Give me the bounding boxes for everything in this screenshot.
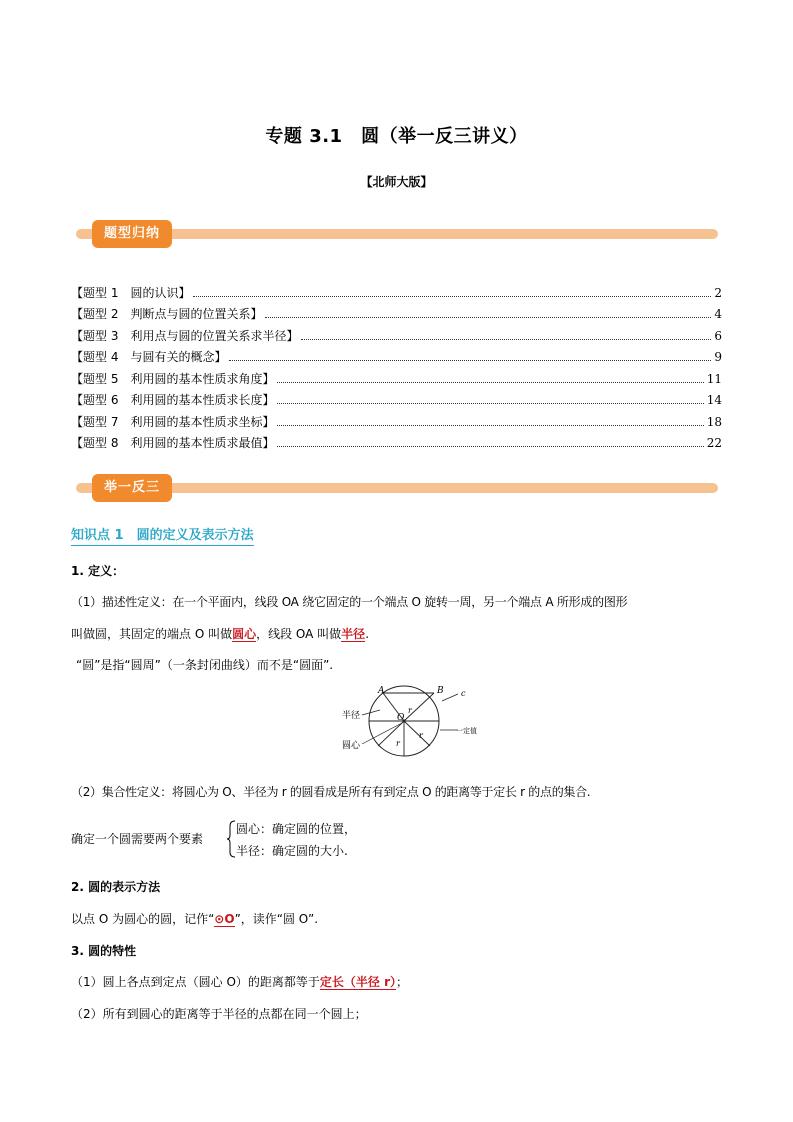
figure-label-fixed: 一定值 (456, 727, 477, 735)
element-center: 圆心：确定圆的位置， (236, 822, 357, 836)
page-title: 专题 3.1 圆（举一反三讲义） (265, 126, 528, 147)
toc-item[interactable]: 【题型 8 利用圆的基本性质求最值】 22 (71, 436, 722, 450)
figure-label-o: O (397, 713, 405, 723)
figure-label-center: 圆心 (342, 741, 361, 751)
set-definition: （2）集合性定义：将圆心为 O、半径为 r 的圆看成是所有有到定点 O 的距离等于定长 r 的点的集合. (71, 785, 591, 799)
brace-icon (226, 820, 236, 858)
definition-note: “圆”是指“圆周”（一条封闭曲线）而不是“圆面”. (76, 658, 334, 672)
elements-lead: 确定一个圆需要两个要素 (71, 832, 204, 846)
figure-label-a: A (378, 686, 385, 696)
figure-label-r: r (419, 731, 423, 740)
section-band-summary (76, 229, 718, 239)
toc-item[interactable]: 【题型 7 利用圆的基本性质求坐标】 18 (71, 414, 722, 429)
properties-heading: 3. 圆的特性 (71, 944, 137, 958)
term-center: 圆心 (232, 627, 257, 641)
circle-diagram (330, 684, 490, 760)
figure-label-b: B (437, 686, 444, 696)
figure-label-r: r (396, 739, 400, 748)
property-1: （1）圆上各点到定点（圆心 O）的距离都等于定长（半径 r）； (71, 975, 409, 989)
circle-symbol: ⊙O (214, 912, 235, 926)
toc-item[interactable]: 【题型 5 利用圆的基本性质求角度】 11 (71, 371, 722, 386)
figure-label-radius: 半径 (342, 711, 361, 721)
section-band-practice (76, 483, 718, 493)
toc-item[interactable]: 【题型 4 与圆有关的概念】 9 (71, 350, 722, 364)
term-radius: 半径 (341, 627, 366, 641)
element-radius: 半径：确定圆的大小. (236, 844, 348, 858)
toc-item[interactable]: 【题型 3 利用点与圆的位置关系求半径】 6 (71, 328, 722, 343)
section-badge-summary: 题型归纳 (92, 220, 172, 248)
term-fixed-length: 定长（半径 r） (319, 975, 397, 989)
toc-item[interactable]: 【题型 6 利用圆的基本性质求长度】 14 (71, 393, 722, 407)
table-of-contents (71, 279, 722, 451)
definition-line-2: 叫做圆，其固定的端点 O 叫做圆心，线段 OA 叫做半径. (71, 627, 370, 641)
notation-text: 以点 O 为圆心的圆，记作“⊙O”，读作“圆 O”. (71, 912, 319, 926)
knowledge-point-heading: 知识点 1 圆的定义及表示方法 (71, 524, 254, 546)
definition-heading: 1. 定义： (71, 564, 125, 578)
definition-line-1: （1）描述性定义：在一个平面内，线段 OA 绕它固定的一个端点 O 旋转一周，另一个端点 A 所形成的图形 (71, 595, 628, 609)
section-badge-practice: 举一反三 (92, 474, 172, 502)
toc-item[interactable]: 【题型 2 判断点与圆的位置关系】 4 (71, 307, 722, 321)
figure-label-r: r (408, 706, 412, 715)
edition-label: 【北师大版】 (360, 175, 433, 189)
figure-label-c: c (461, 689, 466, 698)
toc-item[interactable]: 【题型 1 圆的认识】 2 (71, 285, 722, 300)
property-2: （2）所有到圆心的距离等于半径的点都在同一个圆上； (71, 1007, 367, 1021)
notation-heading: 2. 圆的表示方法 (71, 880, 161, 894)
